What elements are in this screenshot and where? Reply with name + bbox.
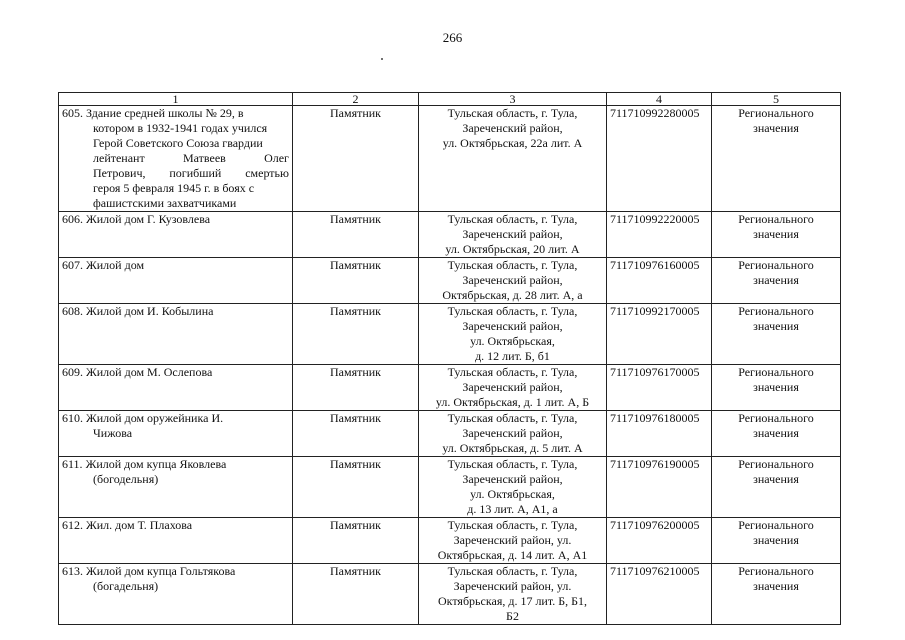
object-type-cell: Памятник [293, 457, 419, 518]
address-line: Зареченский район, [462, 319, 563, 333]
object-name-cell [59, 365, 293, 411]
object-name-cell [59, 106, 293, 212]
header-row [59, 93, 841, 106]
significance-line: значения [753, 319, 799, 333]
object-name-text: Жилой дом купца Гольтякова [86, 564, 236, 578]
object-name-word: Олег [264, 151, 289, 165]
address-line: ул. Октябрьская, [470, 334, 555, 348]
object-name-line [62, 411, 289, 426]
registry-code-cell: 711710976190005 [607, 457, 712, 518]
object-name-line [62, 212, 289, 227]
table-header [59, 93, 841, 106]
significance-cell [712, 564, 841, 625]
significance-line: значения [753, 533, 799, 547]
object-name-line: (богадельня) [93, 579, 159, 593]
object-name-line [62, 151, 289, 166]
row-number: 610. [62, 411, 86, 425]
address-line: д. 12 лит. Б, б1 [475, 349, 550, 363]
row-number: 606. [62, 212, 86, 226]
significance-line: значения [753, 426, 799, 440]
object-name-text: Жилой дом купца Яковлева [85, 457, 227, 471]
table-row [59, 106, 841, 212]
table-row [59, 258, 841, 304]
object-type-cell: Памятник [293, 258, 419, 304]
row-number: 608. [62, 304, 86, 318]
object-name-word: лейтенант [93, 151, 145, 165]
address-line: Тульская область, г. Тула, [447, 564, 578, 578]
header-col-3: 3 [419, 93, 607, 106]
object-name-text: Жилой дом [86, 258, 145, 272]
object-name-line [62, 258, 289, 273]
significance-cell [712, 518, 841, 564]
address-line: Тульская область, г. Тула, [447, 518, 578, 532]
object-name-line [62, 457, 289, 472]
object-name-line: (богодельня) [93, 472, 159, 486]
registry-code-cell: 711710992280005 [607, 106, 712, 212]
address-line: Октябрьская, д. 14 лит. А, А1 [437, 548, 588, 562]
table-row [59, 212, 841, 258]
header-col-5: 5 [712, 93, 841, 106]
object-name-cell [59, 564, 293, 625]
significance-line: Регионального [738, 365, 814, 379]
address-line: Тульская область, г. Тула, [447, 365, 578, 379]
table-row [59, 564, 841, 625]
table-row [59, 457, 841, 518]
address-line: ул. Октябрьская, 22а лит. А [442, 136, 583, 150]
address-line: Зареченский район, ул. [453, 533, 572, 547]
object-name-line: героя 5 февраля 1945 г. в боях с [93, 181, 255, 195]
header-col-4: 4 [607, 93, 712, 106]
significance-cell [712, 258, 841, 304]
object-name-text: Жилой дом Г. Кузовлева [86, 212, 211, 226]
address-cell [419, 304, 607, 365]
object-type-cell: Памятник [293, 518, 419, 564]
address-cell [419, 212, 607, 258]
row-number: 605. [62, 106, 86, 120]
object-name-word: погибший [169, 166, 222, 180]
table-row [59, 411, 841, 457]
address-line: Тульская область, г. Тула, [447, 304, 578, 318]
significance-line: значения [753, 227, 799, 241]
page-number: 266 [442, 30, 463, 45]
significance-line: Регионального [738, 564, 814, 578]
object-name-cell [59, 258, 293, 304]
address-line: Тульская область, г. Тула, [447, 457, 578, 471]
object-name-line: котором в 1932-1941 годах учился [93, 121, 268, 135]
registry-code-cell: 711710992220005 [607, 212, 712, 258]
address-cell [419, 106, 607, 212]
significance-line: значения [753, 380, 799, 394]
address-line: Зареченский район, ул. [453, 579, 572, 593]
row-number: 609. [62, 365, 86, 379]
object-name-cell [59, 518, 293, 564]
row-number: 607. [62, 258, 86, 272]
registry-code-cell: 711710976200005 [607, 518, 712, 564]
object-type-cell: Памятник [293, 304, 419, 365]
address-cell [419, 518, 607, 564]
address-line: Тульская область, г. Тула, [447, 212, 578, 226]
object-name-line [62, 365, 289, 380]
row-number: 611. [62, 457, 86, 471]
address-cell [419, 258, 607, 304]
object-name-line [62, 564, 289, 579]
address-line: Зареченский район, [462, 121, 563, 135]
object-name-text: Жилой дом оружейника И. [86, 411, 224, 425]
address-line: ул. Октябрьская, д. 1 лит. А, Б [435, 395, 590, 409]
object-type-cell: Памятник [293, 365, 419, 411]
address-line: Зареченский район, [462, 380, 563, 394]
heritage-registry-table [58, 92, 841, 625]
significance-cell [712, 365, 841, 411]
object-type-cell: Памятник [293, 212, 419, 258]
object-name-line [62, 304, 289, 319]
registry-code-cell: 711710976160005 [607, 258, 712, 304]
address-line: д. 13 лит. А, А1, а [467, 502, 558, 516]
registry-code-cell: 711710976210005 [607, 564, 712, 625]
address-cell [419, 457, 607, 518]
address-line: Б2 [506, 609, 519, 623]
registry-code-cell: 711710992170005 [607, 304, 712, 365]
object-name-line [62, 518, 289, 533]
object-name-word: смертью [245, 166, 289, 180]
object-name-line: фашистскими захватчиками [93, 196, 237, 210]
header-col-2: 2 [293, 93, 419, 106]
address-line: Тульская область, г. Тула, [447, 411, 578, 425]
table-row [59, 365, 841, 411]
significance-line: Регионального [738, 258, 814, 272]
significance-line: значения [753, 472, 799, 486]
address-cell [419, 564, 607, 625]
object-type-cell: Памятник [293, 564, 419, 625]
address-line: Зареченский район, [462, 273, 563, 287]
significance-cell [712, 411, 841, 457]
row-number: 613. [62, 564, 86, 578]
address-line: Тульская область, г. Тула, [447, 258, 578, 272]
significance-cell [712, 212, 841, 258]
object-name-text: Здание средней школы № 29, в [86, 106, 244, 120]
significance-line: Регионального [738, 304, 814, 318]
significance-line: значения [753, 121, 799, 135]
registry-code-cell: 711710976180005 [607, 411, 712, 457]
address-line: ул. Октябрьская, [470, 487, 555, 501]
significance-line: значения [753, 579, 799, 593]
object-name-word: Матвеев [182, 151, 226, 165]
object-type-cell: Памятник [293, 106, 419, 212]
address-line: Октябрьская, д. 28 лит. А, а [442, 288, 583, 302]
address-line: Зареченский район, [462, 426, 563, 440]
address-line: ул. Октябрьская, 20 лит. А [445, 242, 580, 256]
address-cell [419, 365, 607, 411]
object-name-cell [59, 411, 293, 457]
table-row [59, 304, 841, 365]
object-name-text: Жил. дом Т. Плахова [86, 518, 193, 532]
object-name-line [62, 106, 289, 121]
registry-code-cell: 711710976170005 [607, 365, 712, 411]
table-row [59, 518, 841, 564]
address-line: Тульская область, г. Тула, [447, 106, 578, 120]
object-name-line: Чижова [93, 426, 133, 440]
object-name-word: Петрович, [93, 166, 146, 180]
object-name-cell [59, 212, 293, 258]
significance-line: Регионального [738, 212, 814, 226]
scan-speck [381, 58, 383, 60]
significance-cell [712, 457, 841, 518]
header-col-1: 1 [59, 93, 293, 106]
object-name-line: Герой Советского Союза гвардии [93, 136, 263, 150]
significance-line: Регионального [738, 518, 814, 532]
significance-line: Регионального [738, 457, 814, 471]
significance-line: значения [753, 273, 799, 287]
address-line: Зареченский район, [462, 472, 563, 486]
significance-line: Регионального [738, 411, 814, 425]
object-name-text: Жилой дом И. Кобылина [86, 304, 214, 318]
object-name-text: Жилой дом М. Ослепова [86, 365, 213, 379]
significance-cell [712, 304, 841, 365]
object-type-cell: Памятник [293, 411, 419, 457]
object-name-cell [59, 457, 293, 518]
address-line: Октябрьская, д. 17 лит. Б, Б1, [438, 594, 587, 608]
address-cell [419, 411, 607, 457]
table-body [59, 106, 841, 625]
row-number: 612. [62, 518, 86, 532]
address-line: Зареченский район, [462, 227, 563, 241]
address-line: ул. Октябрьская, д. 5 лит. А [442, 441, 583, 455]
object-name-cell [59, 304, 293, 365]
significance-cell [712, 106, 841, 212]
significance-line: Регионального [738, 106, 814, 120]
object-name-line [62, 166, 289, 181]
